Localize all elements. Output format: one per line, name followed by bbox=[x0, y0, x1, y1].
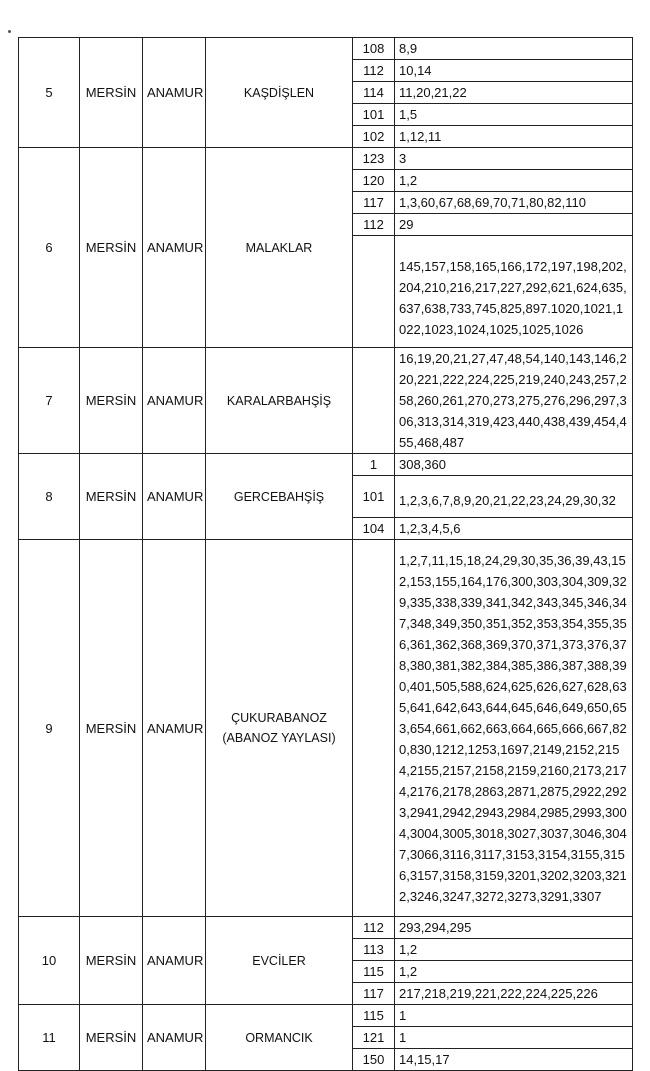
scan-speck bbox=[8, 30, 11, 33]
parcel-numbers-cell: 145,157,158,165,166,172,197,198,202,204,210,216,217,227,292,621,624,635,637,638,733,745,825,897.1020,1021,1022,1023,1024,1025,1025,1026 bbox=[395, 236, 633, 348]
province-cell: MERSİN bbox=[80, 148, 143, 348]
neighborhood-name: GERCEBAHŞİŞ bbox=[233, 489, 325, 504]
parcel-numbers-cell: 293,294,295 bbox=[395, 917, 633, 939]
district-cell: ANAMUR bbox=[143, 540, 206, 917]
block-number-cell: 117 bbox=[353, 983, 395, 1005]
parcel-numbers-cell: 1,2,7,11,15,18,24,29,30,35,36,39,43,152,153,155,164,176,300,303,304,309,329,335,338,339,341,342,343,345,346,347,348,349,350,351,352,353,354,355,356,361,362,368,369,370,371,373,376,378,380,381,382,384,385,386,387,388,390,401,505,588,624,625,626,627,628,635,641,642,643,644,645,646,649,650,653,654,661,662,663,664,665,666,667,820,830,1212,1253,1697,2149,2152,2154,2155,2157,2158,2159,2160,2173,2174,2176,2178,2863,2871,2875,2922,2923,2941,2942,2943,2984,2985,2993,3004,3004,3005,3018,3027,3037,3046,3047,3066,3116,3117,3153,3154,3155,3156,3157,3158,3159,3201,3202,3203,3212,3246,3247,3272,3273,3291,3307 bbox=[395, 540, 633, 917]
block-number-cell: 1 bbox=[353, 454, 395, 476]
block-number-cell bbox=[353, 236, 395, 348]
row-number-cell: 8 bbox=[19, 454, 80, 540]
neighborhood-cell bbox=[206, 540, 353, 917]
row-number-cell: 7 bbox=[19, 348, 80, 454]
parcel-numbers-cell: 1,5 bbox=[395, 104, 633, 126]
district-cell: ANAMUR bbox=[143, 38, 206, 148]
parcel-numbers-cell: 308,360 bbox=[395, 454, 633, 476]
neighborhood-cell bbox=[206, 38, 353, 148]
block-number-cell: 112 bbox=[353, 214, 395, 236]
parcel-numbers-cell: 1,2,3,4,5,6 bbox=[395, 518, 633, 540]
block-number-cell: 121 bbox=[353, 1027, 395, 1049]
parcel-numbers-cell: 1,2 bbox=[395, 170, 633, 192]
block-number-cell: 115 bbox=[353, 961, 395, 983]
neighborhood-cell bbox=[206, 454, 353, 540]
neighborhood-name: (ABANOZ YAYLASI) bbox=[222, 731, 336, 745]
table-row bbox=[19, 917, 633, 939]
parcel-numbers-cell: 8,9 bbox=[395, 38, 633, 60]
parcel-numbers-cell: 1,2 bbox=[395, 939, 633, 961]
parcel-numbers-cell: 1,3,60,67,68,69,70,71,80,82,110 bbox=[395, 192, 633, 214]
parcel-numbers-cell: 29 bbox=[395, 214, 633, 236]
block-number-cell: 120 bbox=[353, 170, 395, 192]
block-number-cell: 112 bbox=[353, 917, 395, 939]
province-cell: MERSİN bbox=[80, 917, 143, 1005]
province-cell: MERSİN bbox=[80, 540, 143, 917]
block-number-cell: 101 bbox=[353, 104, 395, 126]
block-number-cell bbox=[353, 540, 395, 917]
district-cell: ANAMUR bbox=[143, 148, 206, 348]
block-number-cell bbox=[353, 348, 395, 454]
parcel-numbers-cell: 3 bbox=[395, 148, 633, 170]
neighborhood-name: KARALARBAHŞİŞ bbox=[226, 393, 332, 408]
parcel-numbers-cell: 217,218,219,221,222,224,225,226 bbox=[395, 983, 633, 1005]
neighborhood-name: EVCİLER bbox=[252, 953, 306, 968]
parcel-numbers-cell: 1,2,3,6,7,8,9,20,21,22,23,24,29,30,32 bbox=[395, 476, 633, 518]
district-cell: ANAMUR bbox=[143, 348, 206, 454]
table-row bbox=[19, 1005, 633, 1027]
row-number-cell: 6 bbox=[19, 148, 80, 348]
block-number-cell: 102 bbox=[353, 126, 395, 148]
block-number-cell: 104 bbox=[353, 518, 395, 540]
block-number-cell: 113 bbox=[353, 939, 395, 961]
table-body bbox=[19, 38, 633, 1071]
parcel-numbers-cell: 16,19,20,21,27,47,48,54,140,143,146,220,221,222,224,225,219,240,243,257,258,260,261,270,273,275,276,296,297,306,313,314,319,423,440,438,439,454,455,468,487 bbox=[395, 348, 633, 454]
row-number-cell: 5 bbox=[19, 38, 80, 148]
neighborhood-cell bbox=[206, 1005, 353, 1071]
neighborhood-cell bbox=[206, 148, 353, 348]
parcel-numbers-cell: 1 bbox=[395, 1027, 633, 1049]
neighborhood-cell bbox=[206, 917, 353, 1005]
district-cell: ANAMUR bbox=[143, 454, 206, 540]
row-number-cell: 10 bbox=[19, 917, 80, 1005]
neighborhood-name: ORMANCIK bbox=[245, 1030, 313, 1045]
neighborhood-name: KAŞDİŞLEN bbox=[243, 85, 315, 100]
block-number-cell: 114 bbox=[353, 82, 395, 104]
block-number-cell: 112 bbox=[353, 60, 395, 82]
province-cell: MERSİN bbox=[80, 348, 143, 454]
row-number-cell: 9 bbox=[19, 540, 80, 917]
table-row bbox=[19, 38, 633, 60]
table-row bbox=[19, 348, 633, 454]
neighborhood-name: ÇUKURABANOZ bbox=[231, 711, 327, 725]
table-row bbox=[19, 454, 633, 476]
province-cell: MERSİN bbox=[80, 1005, 143, 1071]
neighborhood-name: MALAKLAR bbox=[245, 240, 313, 255]
block-number-cell: 123 bbox=[353, 148, 395, 170]
parcel-numbers-cell: 1,2 bbox=[395, 961, 633, 983]
province-cell: MERSİN bbox=[80, 454, 143, 540]
district-cell: ANAMUR bbox=[143, 1005, 206, 1071]
parcel-numbers-cell: 1,12,11 bbox=[395, 126, 633, 148]
table-row bbox=[19, 540, 633, 917]
district-cell: ANAMUR bbox=[143, 917, 206, 1005]
block-number-cell: 101 bbox=[353, 476, 395, 518]
parcel-numbers-cell: 1 bbox=[395, 1005, 633, 1027]
parcel-numbers-cell: 10,14 bbox=[395, 60, 633, 82]
parcel-numbers-cell: 11,20,21,22 bbox=[395, 82, 633, 104]
table-row bbox=[19, 148, 633, 170]
row-number-cell: 11 bbox=[19, 1005, 80, 1071]
block-number-cell: 150 bbox=[353, 1049, 395, 1071]
province-cell: MERSİN bbox=[80, 38, 143, 148]
parcel-table bbox=[18, 37, 633, 1071]
parcel-numbers-cell: 14,15,17 bbox=[395, 1049, 633, 1071]
neighborhood-cell bbox=[206, 348, 353, 454]
block-number-cell: 115 bbox=[353, 1005, 395, 1027]
block-number-cell: 117 bbox=[353, 192, 395, 214]
block-number-cell: 108 bbox=[353, 38, 395, 60]
